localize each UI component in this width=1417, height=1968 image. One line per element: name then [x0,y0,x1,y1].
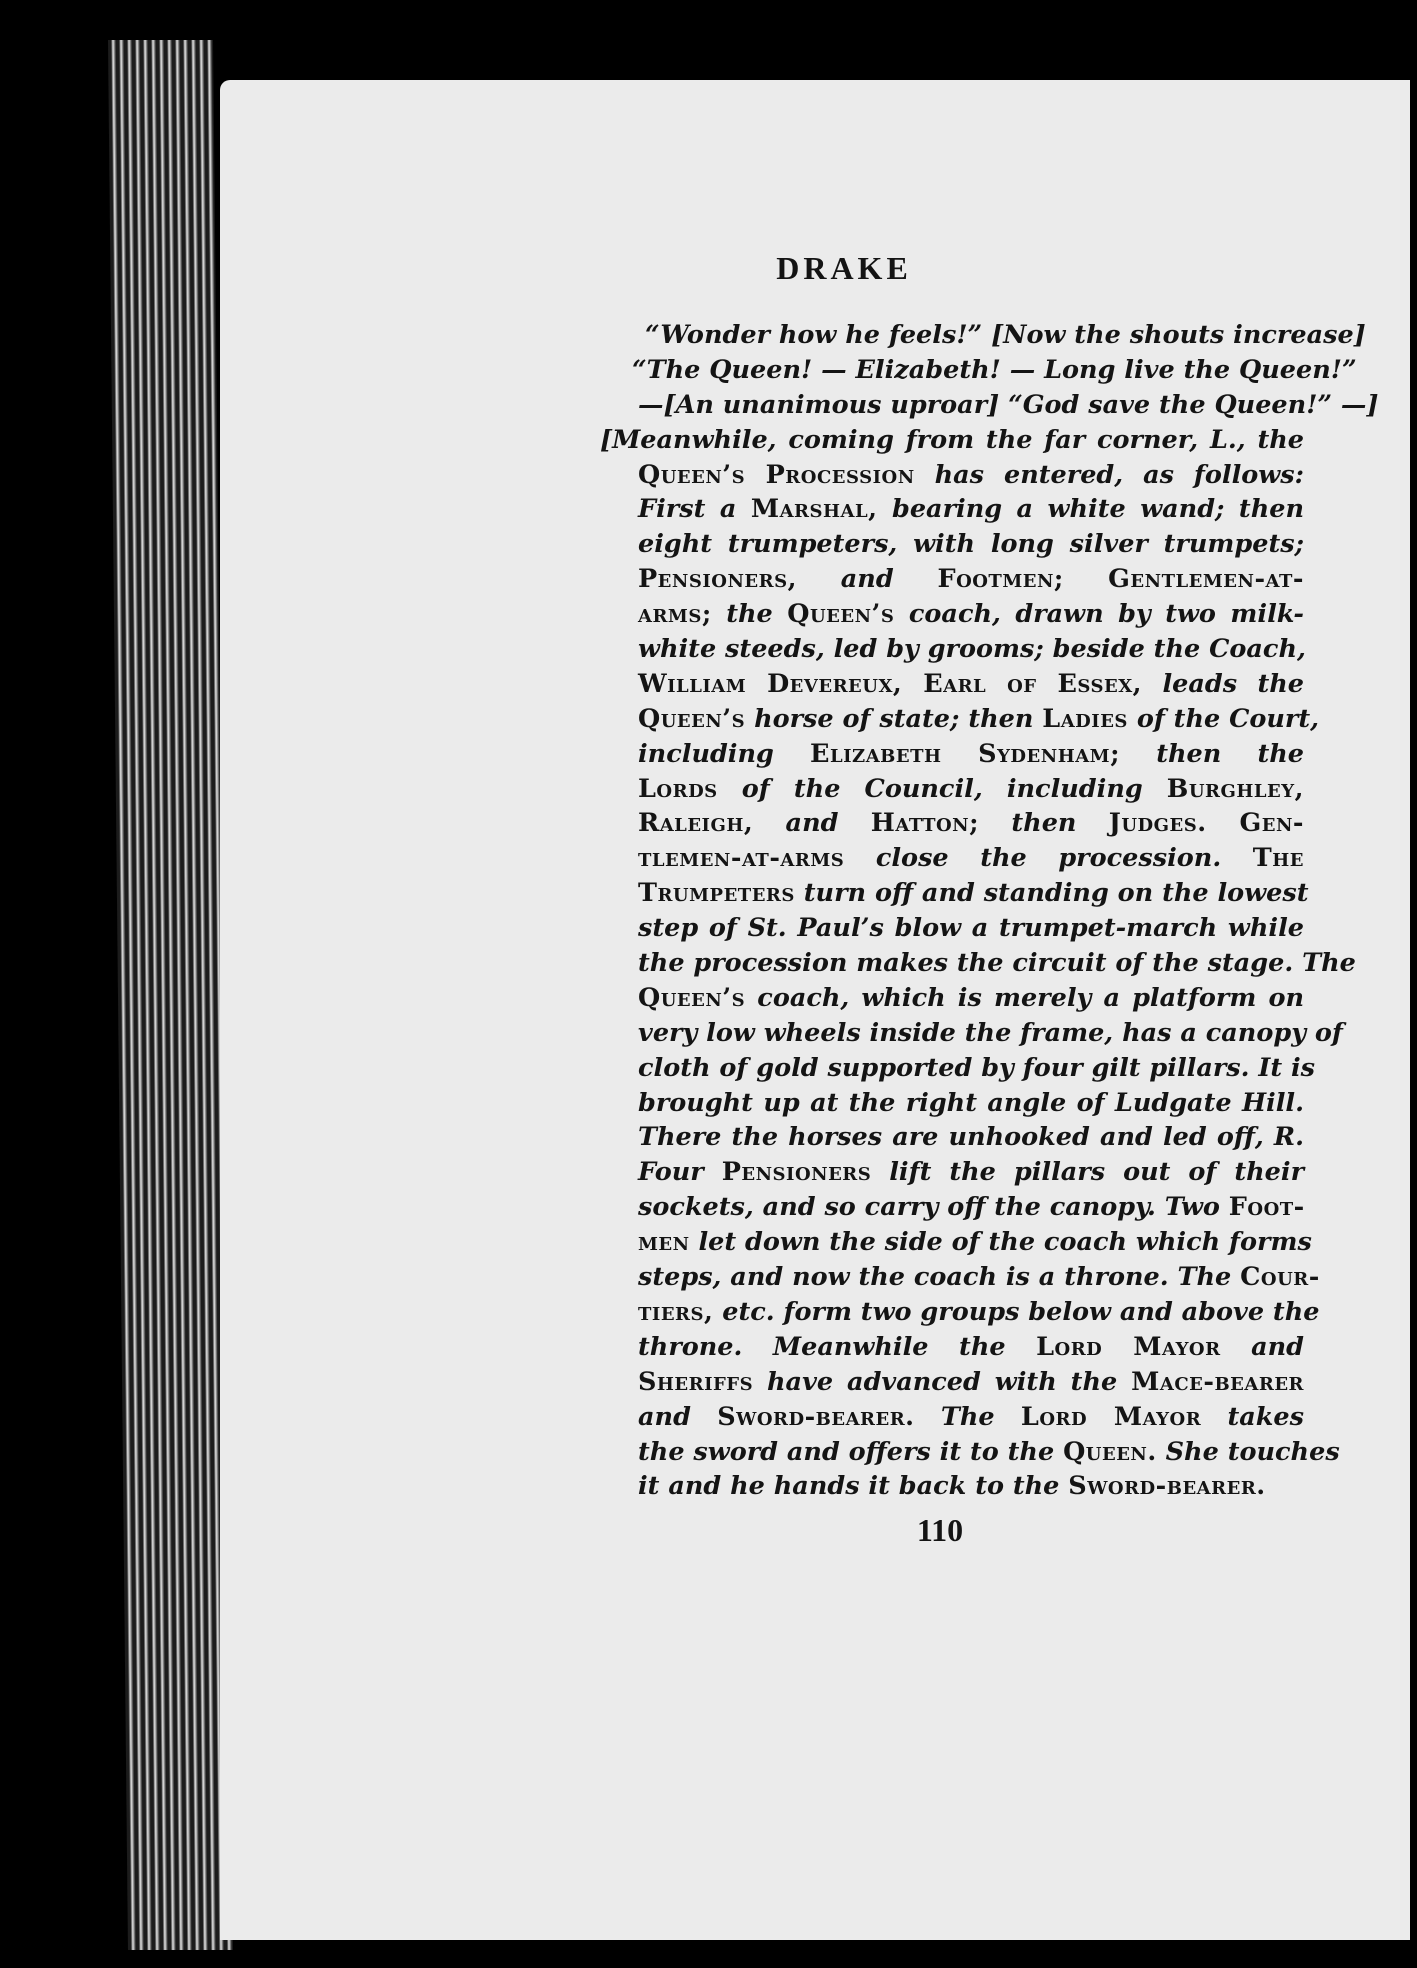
italic-text: “The Queen! — Elizabeth! — Long live the Queen!” [632,354,1357,385]
italic-text: horse of state; then [745,703,1043,734]
italic-text: coach, which is merely a platform on [745,982,1304,1013]
italic-text: etc. form two groups below and above the [713,1296,1320,1327]
text-line [600,1365,1304,1400]
page-edges [108,40,233,1950]
text-line [600,1051,1316,1086]
text-line [600,772,1304,807]
small-caps-text: Trumpeters [638,878,795,909]
small-caps-text: Burghley, [1166,773,1304,804]
page-number: 110 [916,1512,964,1548]
italic-text: close the procession. [844,843,1253,874]
italic-text: of the Court, [1127,703,1320,734]
italic-text: the [711,599,788,630]
small-caps-text: Pensioners [721,1157,872,1188]
small-caps-text: The [1252,843,1304,874]
small-caps-text: Raleigh, [638,808,754,839]
italic-text: step of St. Paul’s blow a trumpet-march while [638,913,1304,944]
small-caps-text: men [638,1227,690,1258]
italic-text: lift the pillars out of their [871,1157,1304,1188]
text-line [600,1086,1304,1121]
italic-text: leads the [1142,668,1305,699]
text-line [600,527,1304,562]
text-line [600,1295,1320,1330]
italic-text: throne. Meanwhile the [638,1331,1037,1362]
text-line [600,737,1304,772]
italic-text: coach, drawn by two milk- [894,599,1304,630]
italic-text: takes [1201,1401,1304,1432]
italic-text: have advanced with the [753,1366,1132,1397]
italic-text: has entered, as follows: [914,459,1304,490]
italic-text: white steeds, led by grooms; beside the Coach, [638,634,1306,665]
italic-text: and [638,1401,718,1432]
italic-text: She touches [1156,1436,1340,1467]
italic-text: cloth of gold supported by four gilt pillars. It is [638,1052,1316,1083]
text-line [600,1190,1304,1225]
italic-text: let down the side of the coach which forms [689,1227,1312,1258]
small-caps-text: Cour- [1240,1262,1320,1293]
text-line [600,1330,1304,1365]
small-caps-text: arms; [638,599,712,630]
text-line [600,388,1379,423]
small-caps-text: William Devereux, Earl of Essex, [638,668,1143,699]
small-caps-text: Sheriffs [638,1366,754,1397]
italic-text: it and he hands it back to the [638,1471,1069,1502]
small-caps-text: tlemen-at-arms [638,843,845,874]
text-line [600,632,1304,667]
small-caps-text: Judges. Gen- [1108,808,1304,839]
text-line [600,1400,1304,1435]
small-caps-text: Sword-bearer. [1068,1471,1266,1502]
text-line [600,911,1304,946]
text-line [600,946,1356,981]
italic-text: bearing a white wand; then [877,494,1305,525]
italic-text: eight trumpeters, with long silver trumpets; [638,529,1304,560]
text-line [600,1469,1304,1504]
text-line [600,841,1304,876]
text-line [600,1016,1343,1051]
italic-text: The [914,1401,1021,1432]
small-caps-text: Marshal, [750,494,878,525]
italic-text: Four [638,1157,722,1188]
text-line [600,1155,1304,1190]
italic-text: First a [638,494,751,525]
small-caps-text: Queen’s [787,599,895,630]
text-line [600,981,1304,1016]
small-caps-text: Queen’s [638,982,746,1013]
italic-text: of the Council, including [717,773,1167,804]
text-line [600,702,1320,737]
page-body-text [600,318,1379,1504]
italic-text: steps, and now the coach is a throne. The [638,1262,1241,1293]
text-line [600,423,1304,458]
small-caps-text: Queen’s Procession [638,459,915,490]
text-line [600,562,1304,597]
italic-text: brought up at the right angle of Ludgate Hill. [638,1087,1304,1118]
italic-text: very low wheels inside the frame, has a canopy of [638,1017,1343,1048]
text-line [600,806,1304,841]
italic-text: including [638,738,811,769]
small-caps-text: Lord Mayor [1036,1331,1221,1362]
italic-text: and [1220,1331,1304,1362]
text-line [600,876,1309,911]
italic-text: the sword and offers it to the [638,1436,1064,1467]
small-caps-text: Foot- [1228,1192,1305,1223]
text-line [600,1260,1320,1295]
italic-text: turn off and standing on the lowest [794,878,1309,909]
italic-text: sockets, and so carry off the canopy. Two [638,1192,1229,1223]
small-caps-text: Queen’s [638,703,746,734]
italic-text: then the [1120,738,1304,769]
running-head: DRAKE [776,250,912,286]
italic-text: and [753,808,871,839]
small-caps-text: Hatton; [870,808,980,839]
small-caps-text: tiers, [638,1296,714,1327]
small-caps-text: Footmen; Gentlemen-at- [937,564,1304,595]
italic-text: then [979,808,1109,839]
text-line [600,597,1304,632]
small-caps-text: Ladies [1042,703,1128,734]
small-caps-text: Lord Mayor [1020,1401,1202,1432]
italic-text: —[An unanimous uproar] “God save the Queen!” —] [638,389,1379,420]
small-caps-text: Lords [638,773,718,804]
text-line [600,1120,1304,1155]
small-caps-text: Pensioners, [638,564,797,595]
small-caps-text: Elizabeth Sydenham; [810,738,1121,769]
text-line [600,1435,1340,1470]
italic-text: and [796,564,938,595]
text-line [600,667,1304,702]
text-line [600,1225,1312,1260]
text-line [600,353,1357,388]
italic-text: “Wonder how he feels!” [Now the shouts increase] [645,320,1366,350]
small-caps-text: Mace-bearer [1131,1366,1304,1397]
small-caps-text: Sword-bearer. [717,1401,915,1432]
italic-text: There the horses are unhooked and led off, R. [638,1122,1304,1153]
small-caps-text: Queen. [1063,1436,1157,1467]
text-line [600,458,1304,493]
italic-text: the procession makes the circuit of the stage. The [638,948,1356,979]
text-line [600,492,1304,527]
text-line [600,318,1366,353]
italic-text: [Meanwhile, coming from the far corner, L., the [600,424,1304,455]
